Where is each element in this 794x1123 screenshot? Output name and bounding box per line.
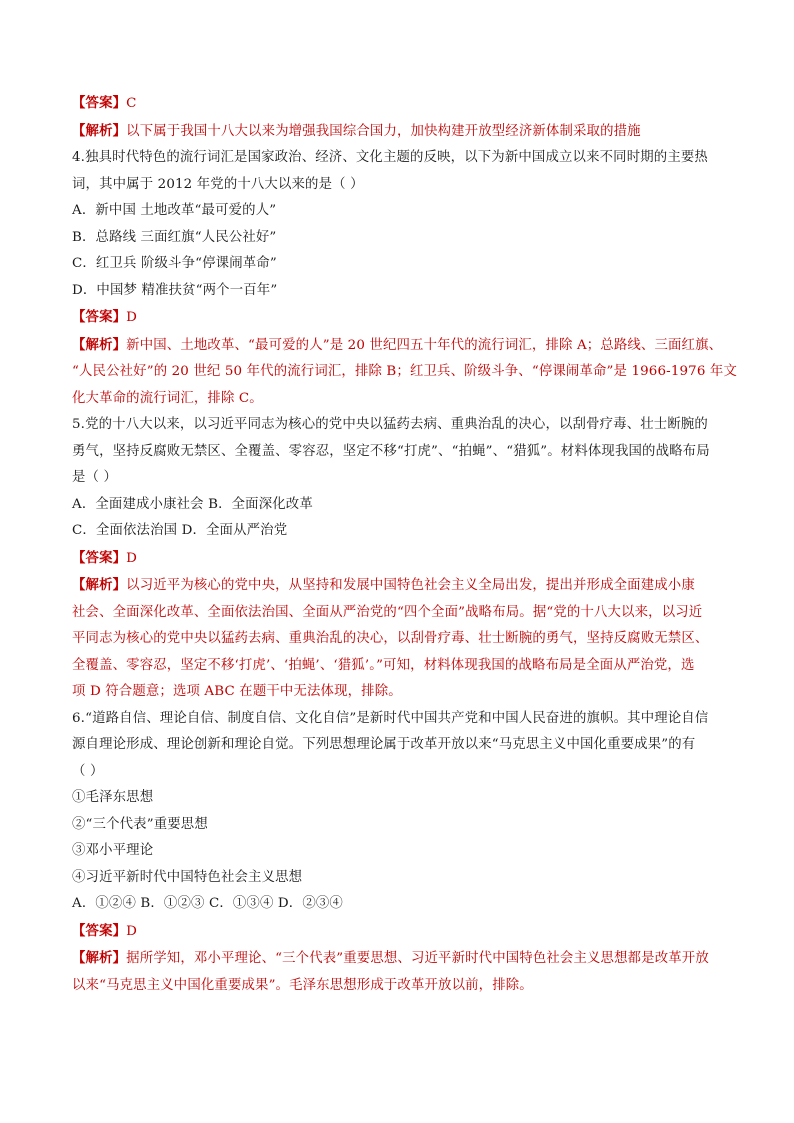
- q4-analysis-line: “人民公社好”的 20 世纪 50 年代的流行词汇，排除 B；红卫兵、阶级斗争、“停课闹革命”是 1966-1976 年文: [72, 364, 737, 379]
- answer-value: C: [126, 96, 137, 111]
- q6-analysis-line: 以来“马克思主义中国化重要成果”。毛泽东思想形成于改革开放以前，排除。: [72, 977, 533, 993]
- analysis-text: 以下属于我国十八大以来为增强我国综合国力，加快构建开放型经济新体制采取的措施: [126, 123, 641, 139]
- analysis-tag: 【解析】: [72, 122, 127, 139]
- q5-options-cd: C．全面依法治国 D．全面从严治党: [72, 523, 288, 538]
- q4-stem-line: 词，其中属于 2012 年党的十八大以来的是（ ）: [72, 176, 364, 192]
- answer-value: D: [126, 550, 138, 566]
- q4-analysis-line: [72, 332, 728, 360]
- q6-analysis-line: [72, 945, 728, 973]
- analysis-text: 新中国、土地改革、“最可爱的人”是 20 世纪四五十年代的流行词汇，排除 A；总路线、三面红旗、: [126, 337, 723, 353]
- q5-stem-line: 勇气，坚持反腐败无禁区、全覆盖、零容忍，坚定不移“打虎”、“拍蝇”、“猎狐”。材料体现我国的战略布局: [72, 443, 710, 459]
- analysis-text: 据所学知，邓小平理论、“三个代表”重要思想、习近平新时代中国特色社会主义思想都是改革开放: [126, 951, 709, 966]
- analysis-tag: 【解析】: [72, 577, 127, 593]
- answer-tag: 【答案】: [72, 922, 127, 939]
- q3-answer-line: [72, 90, 728, 118]
- q4-option-b: B．总路线 三面红旗“人民公社好”: [72, 229, 277, 245]
- q4-option-d: D．中国梦 精准扶贫“两个一百年”: [72, 282, 278, 298]
- answer-tag: 【答案】: [72, 95, 127, 111]
- analysis-text: 以习近平为核心的党中央，从坚持和发展中国特色社会主义全局出发，提出并形成全面建成小康: [126, 578, 695, 593]
- answer-value: D: [126, 923, 138, 939]
- q5-answer-line: [72, 545, 728, 573]
- q5-analysis-line: [72, 572, 728, 600]
- q6-stem-line: 6.“道路自信、理论自信、制度自信、文化自信”是新时代中国共产党和中国人民奋进的旗帜。其中理论自信: [72, 710, 709, 726]
- answer-tag: 【答案】: [72, 309, 127, 325]
- q5-analysis-line: 社会、全面深化改革、全面依法治国、全面从严治党的“四个全面”战略布局。据“党的十八大以来，以习近: [72, 604, 703, 620]
- q4-stem-line: 4.独具时代特色的流行词汇是国家政治、经济、文化主题的反映，以下为新中国成立以来不同时期的主要热: [72, 150, 708, 165]
- answer-value: D: [126, 310, 138, 325]
- q6-stem-line: （ ）: [72, 763, 104, 779]
- q5-analysis-line: 全覆盖、零容忍，坚定不移‘打虎’、‘拍蝇’、‘猎狐’。”可知，材料体现我国的战略布局是全面从严治党，选: [72, 657, 695, 673]
- q5-analysis-line: 平同志为核心的党中央以猛药去病、重典治乱的决心，以刮骨疗毒、壮士断腕的勇气，坚持反腐败无禁区、: [72, 631, 709, 646]
- q5-stem-line: 是（ ）: [72, 470, 118, 485]
- q6-answer-line: [72, 918, 728, 946]
- q6-item-2: ②“三个代表”重要思想: [72, 816, 208, 832]
- q6-stem-line: 源自理论形成、理论创新和理论自觉。下列思想理论属于改革开放以来“马克思主义中国化重要成果”的有: [72, 737, 696, 752]
- q4-option-c: C．红卫兵 阶级斗争“停课闹革命”: [72, 256, 277, 271]
- answer-tag: 【答案】: [72, 549, 127, 566]
- q6-item-1: ①毛泽东思想: [72, 790, 154, 805]
- q6-options: A．①②④ B．①②③ C．①③④ D．②③④: [72, 896, 343, 911]
- page-content: [72, 90, 737, 999]
- q4-analysis-line: 化大革命的流行词汇，排除 C。: [72, 390, 263, 406]
- q5-options-ab: A．全面建成小康社会 B．全面深化改革: [72, 496, 313, 512]
- analysis-tag: 【解析】: [72, 950, 127, 966]
- q6-item-4: ④习近平新时代中国特色社会主义思想: [72, 869, 303, 885]
- q4-answer-line: [72, 304, 728, 332]
- analysis-tag: 【解析】: [72, 336, 127, 353]
- q5-stem-line: 5.党的十八大以来，以习近平同志为核心的党中央以猛药去病、重典治乱的决心，以刮骨疗毒、壮士断腕的: [72, 417, 708, 432]
- q4-option-a: A．新中国 土地改革“最可爱的人”: [72, 203, 277, 218]
- q6-item-3: ③邓小平理论: [72, 843, 154, 858]
- q5-analysis-line: 项 D 符合题意；选项 ABC 在题干中无法体现，排除。: [72, 684, 402, 699]
- q3-analysis-line: [72, 118, 728, 146]
